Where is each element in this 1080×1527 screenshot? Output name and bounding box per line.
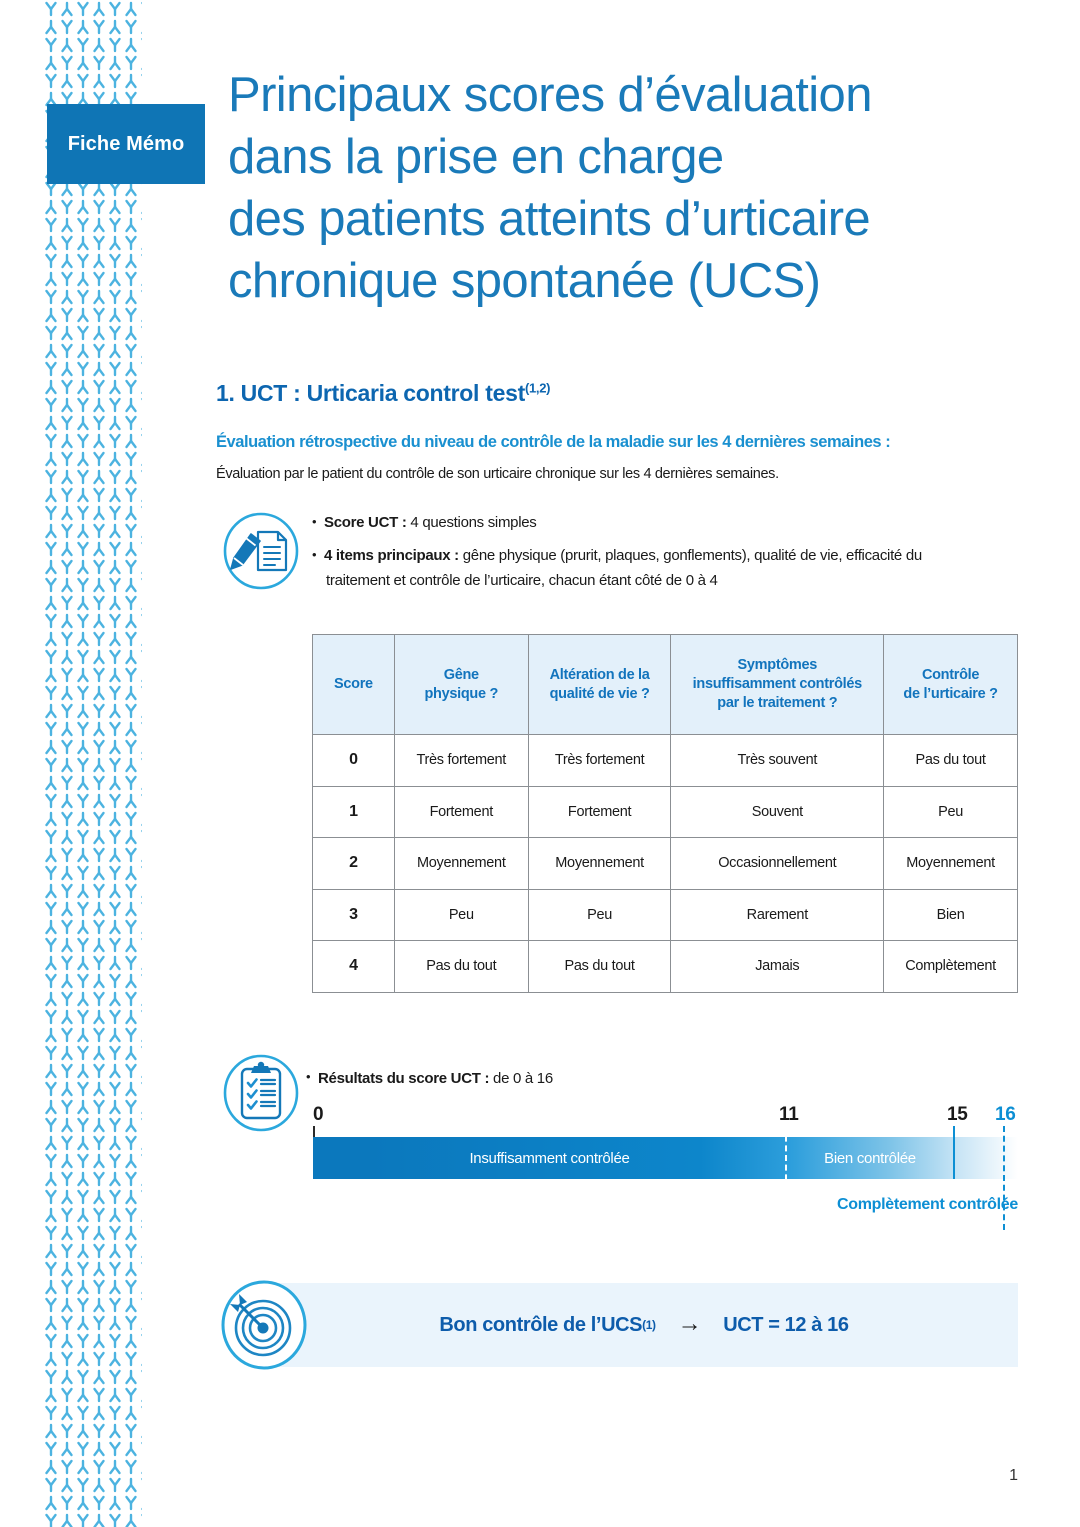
table-cell-symptomes: Souvent xyxy=(671,786,884,838)
clipboard-checklist-icon xyxy=(222,1054,300,1132)
column-header-controle: Contrôle de l’urticaire ? xyxy=(884,635,1018,735)
scale-divider-16 xyxy=(1003,1126,1005,1230)
arrow-right-icon: → xyxy=(677,1310,702,1337)
callout-main-text: Bon contrôle de l’UCS xyxy=(439,1313,643,1336)
document-pencil-icon xyxy=(222,512,300,590)
results-label-rest: de 0 à 16 xyxy=(489,1070,553,1087)
table-row xyxy=(313,941,1018,993)
table-header xyxy=(313,635,1018,735)
segment-label-insufficient: Insuffisamment contrôlée xyxy=(469,1149,630,1167)
scale-tick-15: 15 xyxy=(947,1104,968,1125)
table-cell-controle: Complètement xyxy=(884,941,1018,993)
results-label-bold: Résultats du score UCT : xyxy=(318,1070,490,1087)
table-cell-score: 1 xyxy=(313,786,395,838)
scale-divider-15 xyxy=(953,1126,955,1179)
table-cell-gene: Pas du tout xyxy=(394,941,528,993)
results-label xyxy=(306,1070,553,1087)
callout-superscript: (1) xyxy=(642,1318,656,1332)
column-header-alteration: Altération de la qualité de vie ? xyxy=(528,635,671,735)
uct-score-scale xyxy=(313,1100,1018,1230)
callout-value-text: UCT = 12 à 16 xyxy=(723,1313,849,1336)
bullet-score-uct-value: 4 questions simples xyxy=(406,514,537,531)
scale-divider-0 xyxy=(313,1126,315,1137)
column-header-score: Score xyxy=(313,635,395,735)
uct-score-table xyxy=(312,634,1018,993)
table-cell-controle: Bien xyxy=(884,889,1018,941)
bullet-items-value-continued: traitement et contrôle de l’urticaire, chacun étant côté de 0 à 4 xyxy=(326,572,718,589)
score-gradient-bar xyxy=(313,1137,1018,1179)
page-number: 1 xyxy=(1009,1467,1018,1484)
page-title xyxy=(228,64,1018,312)
page-title-line-4: chronique spontanée (UCS) xyxy=(228,254,821,308)
scale-tick-labels xyxy=(313,1100,1018,1126)
target-arrow-icon xyxy=(216,1277,312,1373)
antibody-pattern-svg xyxy=(45,0,142,1527)
target-icon-slot xyxy=(216,1277,312,1378)
table-cell-symptomes: Jamais xyxy=(671,941,884,993)
table-header-row xyxy=(313,635,1018,735)
table-cell-controle: Peu xyxy=(884,786,1018,838)
section-heading xyxy=(216,380,1018,407)
table-cell-alteration: Moyennement xyxy=(528,838,671,890)
table-cell-score: 3 xyxy=(313,889,395,941)
clipboard-checklist-icon-slot xyxy=(216,1052,306,1132)
table-row xyxy=(313,735,1018,787)
page-title-line-1: Principaux scores d’évaluation xyxy=(228,68,872,122)
scale-tick-11: 11 xyxy=(779,1104,799,1125)
table-cell-gene: Moyennement xyxy=(394,838,528,890)
good-control-callout xyxy=(216,1283,1018,1367)
table-cell-score: 4 xyxy=(313,941,395,993)
table-row xyxy=(313,786,1018,838)
table-cell-alteration: Très fortement xyxy=(528,735,671,787)
document-pencil-icon-slot xyxy=(216,510,306,590)
segment-label-complete: Complètement contrôlée xyxy=(837,1196,1018,1213)
score-info-block xyxy=(216,510,1018,601)
scale-tick-0: 0 xyxy=(313,1104,324,1125)
table-cell-symptomes: Très souvent xyxy=(671,735,884,787)
score-bullets xyxy=(306,510,1018,601)
table-cell-controle: Moyennement xyxy=(884,838,1018,890)
callout-text xyxy=(439,1310,849,1337)
section-description: Évaluation par le patient du contrôle de son urticaire chronique sur les 4 dernières semaines. xyxy=(216,466,779,482)
section-subtitle: Évaluation rétrospective du niveau de contrôle de la maladie sur les 4 dernières semaines : xyxy=(216,433,891,451)
page-title-line-3: des patients atteints d’urticaire xyxy=(228,192,871,246)
table-cell-gene: Très fortement xyxy=(394,735,528,787)
page-title-line-2: dans la prise en charge xyxy=(228,130,724,184)
bullet-items-principaux xyxy=(312,543,1018,593)
scale-tick-16: 16 xyxy=(995,1104,1016,1125)
table-row xyxy=(313,889,1018,941)
main-content xyxy=(216,380,1018,601)
table-cell-gene: Fortement xyxy=(394,786,528,838)
table-cell-alteration: Peu xyxy=(528,889,671,941)
table-cell-symptomes: Rarement xyxy=(671,889,884,941)
table-cell-gene: Peu xyxy=(394,889,528,941)
fiche-memo-label: Fiche Mémo xyxy=(67,132,185,155)
bullet-score-uct xyxy=(312,510,1018,535)
section-heading-text: 1. UCT : Urticaria control test xyxy=(216,380,525,406)
fiche-memo-badge xyxy=(47,104,205,184)
table-cell-alteration: Fortement xyxy=(528,786,671,838)
column-header-symptomes: Symptômes insuffisamment contrôlés par le traitement ? xyxy=(671,635,884,735)
table-row xyxy=(313,838,1018,890)
column-header-gene: Gêne physique ? xyxy=(394,635,528,735)
segment-label-well: Bien contrôlée xyxy=(824,1149,916,1167)
bullet-score-uct-label: Score UCT : xyxy=(324,514,407,531)
section-heading-superscript: (1,2) xyxy=(524,380,551,396)
table-cell-symptomes: Occasionnellement xyxy=(671,838,884,890)
bullet-items-label: 4 items principaux : xyxy=(324,547,459,564)
callout-box xyxy=(270,1283,1018,1367)
bullet-items-value: gêne physique (prurit, plaques, gonflements), qualité de vie, efficacité du xyxy=(458,547,922,564)
table-cell-score: 2 xyxy=(313,838,395,890)
table-cell-controle: Pas du tout xyxy=(884,735,1018,787)
scale-divider-11 xyxy=(785,1126,787,1190)
antibody-pattern-strip xyxy=(45,0,142,1527)
table-cell-alteration: Pas du tout xyxy=(528,941,671,993)
table-body xyxy=(313,735,1018,993)
table-cell-score: 0 xyxy=(313,735,395,787)
